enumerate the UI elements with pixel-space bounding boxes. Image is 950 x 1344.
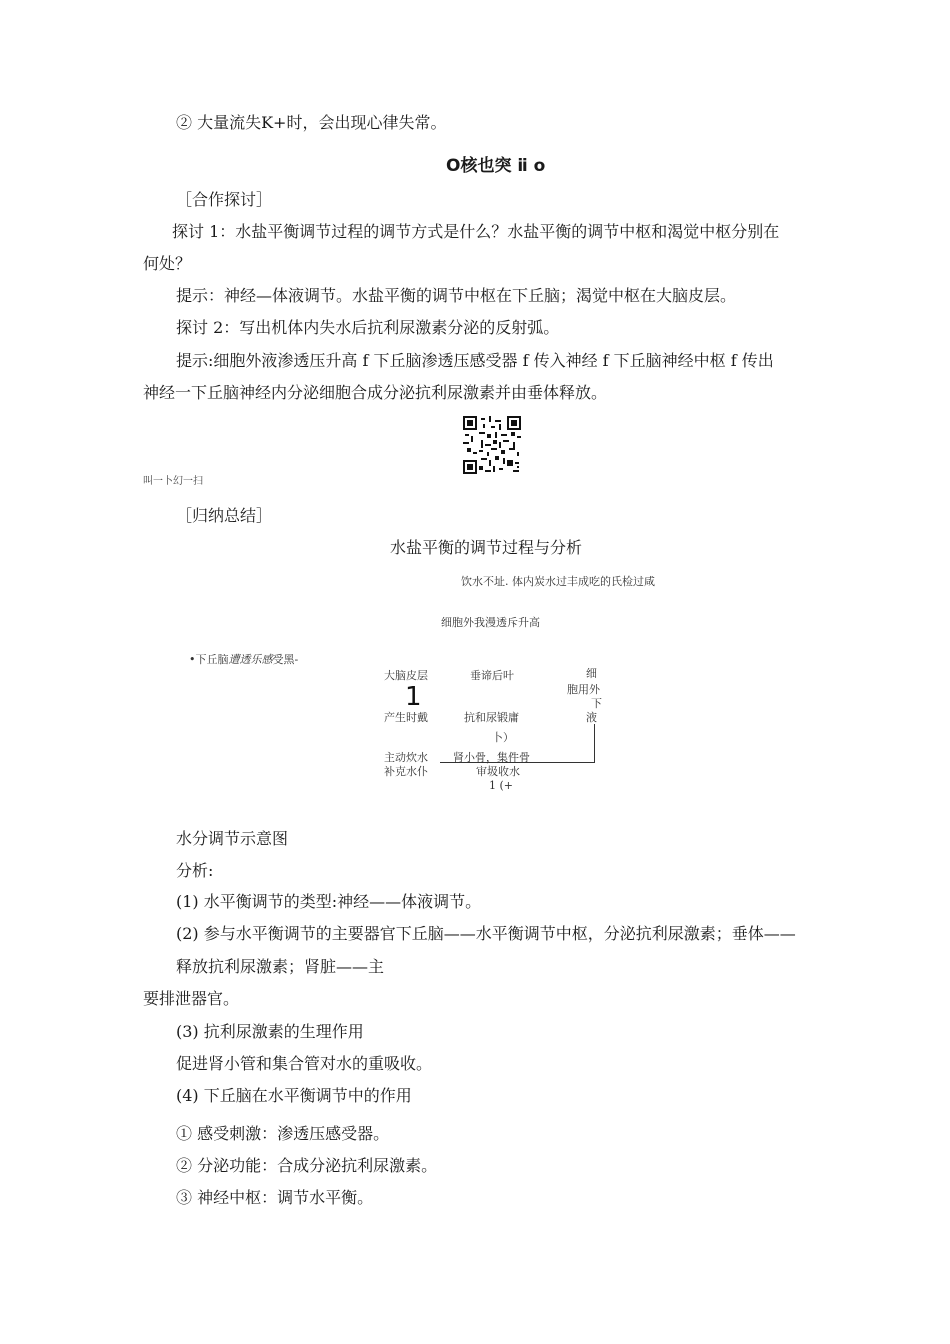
diagram-hypothalamus: •下丘脑遭透乐感受黑- bbox=[189, 653, 299, 666]
diagram-kidney: 肾小骨，集件骨 bbox=[453, 751, 530, 764]
point-2-line-1: (2) 参与水平衡调节的主要器官下丘脑——水平衡调节中枢，分泌抗利尿激素；垂体—— bbox=[176, 924, 796, 943]
diagram-right-2: 胞用外 bbox=[567, 683, 600, 696]
answer-2-line-1: 提示:细胞外液渗透压升高 f 下丘脑渗透压感受器 f 传入神经 f 下丘脑神经中枢 f 传出 bbox=[176, 351, 774, 370]
diagram-top-text: 饮水不址. 体内炭水过丰成吃的氏检过咸 bbox=[461, 575, 655, 588]
diagram-title: 水盐平衡的调节过程与分析 bbox=[390, 538, 583, 557]
point-2-line-2: 释放抗利尿激素；肾脏——主 bbox=[176, 957, 385, 976]
scan-label: 叫一卜幻一扫 bbox=[143, 476, 203, 487]
diagram-drink-1: 主动炊水 bbox=[384, 751, 428, 764]
point-3-body: 促进肾小管和集合管对水的重吸收。 bbox=[176, 1054, 433, 1073]
point-4: (4) 下丘脑在水平衡调节中的作用 bbox=[176, 1086, 412, 1105]
question-2: 探讨 2：写出机体内失水后抗利尿激素分泌的反射弧。 bbox=[176, 318, 560, 337]
summary-title: ［归纳总结］ bbox=[176, 506, 273, 525]
diagram-cortex: 大脑皮层 bbox=[384, 669, 428, 682]
answer-1: 提示：神经—体液调节。水盐平衡的调节中枢在下丘脑；渴觉中枢在大脑皮层。 bbox=[176, 286, 737, 305]
question-1-line-1: 探讨 1：水盐平衡调节过程的调节方式是什么？水盐平衡的调节中枢和渴觉中枢分别在 bbox=[172, 222, 780, 241]
diagram-right-3: 下 bbox=[591, 697, 602, 710]
diagram-reabsorb: 审圾收水 bbox=[476, 765, 520, 778]
diagram-adh-2: 卜） bbox=[492, 731, 514, 744]
point-1: (1) 水平衡调节的类型:神经——体液调节。 bbox=[176, 892, 482, 911]
point-3: (3) 抗利尿激素的生理作用 bbox=[176, 1022, 364, 1041]
diagram-caption: 水分调节示意图 bbox=[176, 829, 289, 848]
answer-2-line-2: 神经一下丘脑神经内分泌细胞合成分泌抗利尿激素并由垂体释放。 bbox=[143, 383, 608, 402]
diagram-osmotic-text: 细胞外我漫透斥升高 bbox=[441, 616, 540, 629]
diagram-adh: 抗和尿锻庸 bbox=[464, 711, 519, 724]
section-heading: O核也突 ⅱ o bbox=[446, 156, 546, 176]
point-4-item-2: ② 分泌功能：合成分泌抗利尿激素。 bbox=[176, 1156, 438, 1175]
analysis-label: 分析: bbox=[176, 861, 214, 880]
point-2-line-3: 要排泄器官。 bbox=[143, 989, 240, 1008]
diagram-big-one: 1 bbox=[405, 682, 422, 712]
point-4-item-1: ① 感受刺激：渗透压感受器。 bbox=[176, 1124, 390, 1143]
diagram-bottom: 1 (+ bbox=[489, 779, 514, 792]
diagram-drink-2: 补克水仆 bbox=[384, 765, 428, 778]
qr-code-image[interactable] bbox=[463, 416, 521, 474]
diagram-right-1: 细 bbox=[586, 667, 597, 680]
diagram-connector-vertical bbox=[594, 724, 595, 762]
cooperative-title: ［合作探讨］ bbox=[176, 190, 273, 209]
diagram-right-4: 液 bbox=[586, 711, 597, 724]
question-1-line-2: 何处？ bbox=[143, 254, 192, 273]
diagram-thirst: 产生时戴 bbox=[384, 711, 428, 724]
item-2: ② 大量流失K+时，会出现心律失常。 bbox=[176, 113, 447, 132]
diagram-pituitary: 垂谛后叶 bbox=[470, 669, 514, 682]
point-4-item-3: ③ 神经中枢：调节水平衡。 bbox=[176, 1188, 374, 1207]
